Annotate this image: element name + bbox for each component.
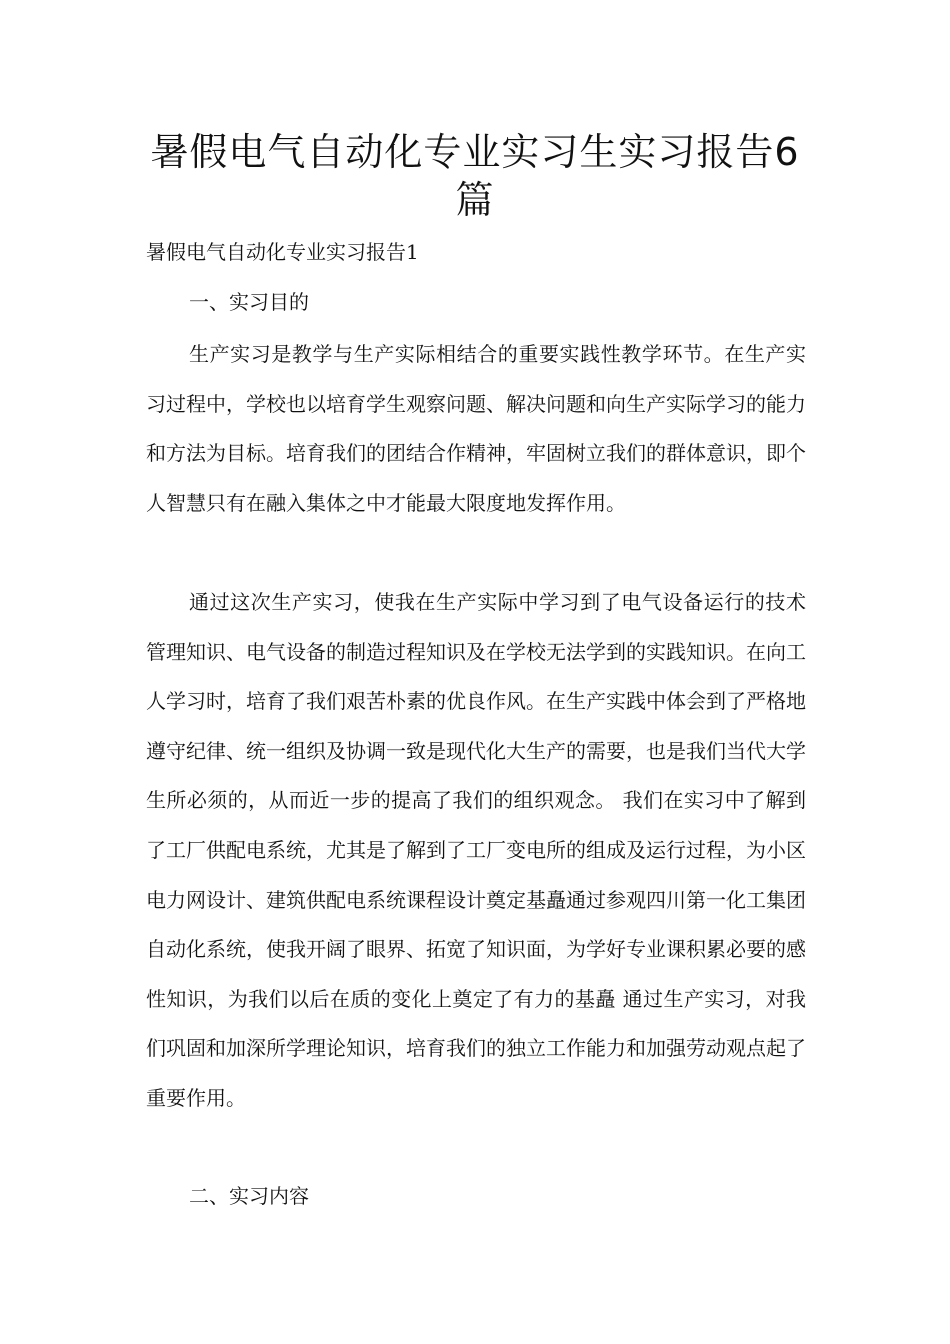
section-heading-content: 二、实习内容 — [189, 1184, 309, 1208]
paragraph-experience: 通过这次生产实习，使我在生产实际中学习到了电气设备运行的技术管理知识、电气设备的制造过程知识及在学校无法学到的实践知识。在向工人学习时，培育了我们艰苦朴素的优良作风。在生产实践中体会到了严格地遵守纪律、统一组织及协调一致是现代化大生产的需要，也是我们当代大学生所必须的，从而近一步的提高了我们的组织观念。 我们在实习中了解到了工厂供配电系统，尤其是了解到了工厂变电所的组成及运行过程，为小区电力网设计、建筑供配电系统课程设计奠定基矗通过参观四川第一化工集团自动化系统，使我开阔了眼界、拓宽了知识面，为学好专业课积累必要的感性知识，为我们以后在质的变化上奠定了有力的基矗 通过生产实习，对我们巩固和加深所学理论知识，培育我们的独立工作能力和加强劳动观点起了重要作用。 — [146, 590, 806, 1110]
document-title: 暑假电气自动化专业实习生实习报告6篇 — [150, 130, 800, 222]
section-heading-purpose: 一、实习目的 — [189, 290, 309, 314]
paragraph-purpose: 生产实习是教学与生产实际相结合的重要实践性教学环节。在生产实习过程中，学校也以培育学生观察问题、解决问题和向生产实际学习的能力和方法为目标。培育我们的团结合作精神，牢固树立我们的群体意识，即个人智慧只有在融入集体之中才能最大限度地发挥作用。 — [146, 342, 806, 515]
report-subtitle: 暑假电气自动化专业实习报告1 — [146, 240, 419, 264]
